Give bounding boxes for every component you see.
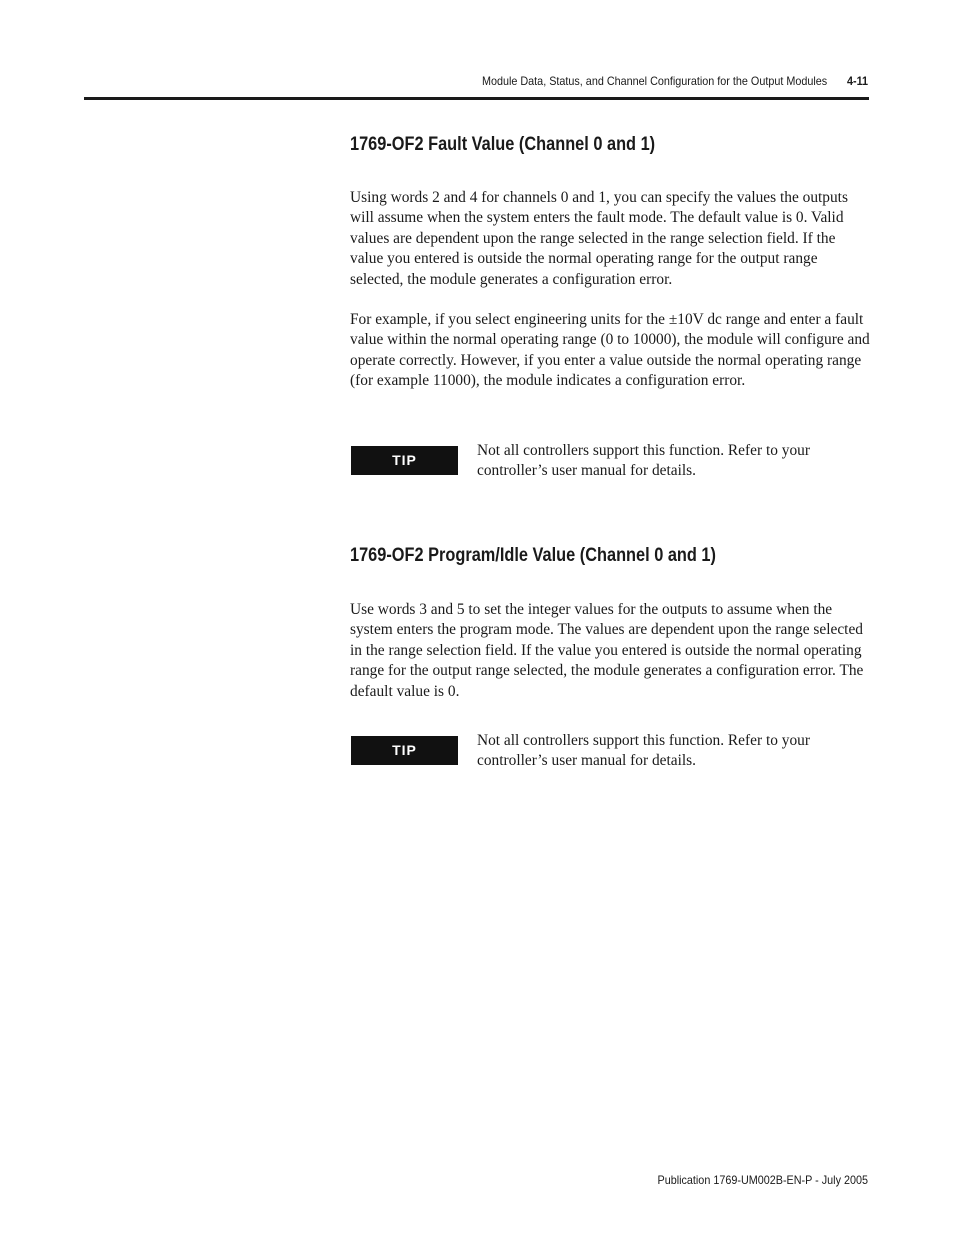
section-heading-fault-value: 1769-OF2 Fault Value (Channel 0 and 1)	[350, 134, 656, 155]
section-heading-program-idle-value: 1769-OF2 Program/Idle Value (Channel 0 and 1)	[350, 545, 716, 566]
tip-text: Not all controllers support this function. Refer to your controller’s user manual for details.	[477, 732, 810, 770]
tip-text: Not all controllers support this function. Refer to your controller’s user manual for details.	[477, 442, 810, 480]
header-rule	[84, 97, 869, 100]
page-number: 4-11	[846, 74, 868, 88]
running-header	[162, 74, 868, 92]
fault-value-paragraph-1: Using words 2 and 4 for channels 0 and 1, you can specify the values the outputs will assume when the system enters the fault mode. The default value is 0. Valid values are dependent upon the range selected in the range selection field. If the value you entered is outside the normal operating range for the output range selected, the module generates a configuration error.	[350, 189, 848, 288]
fault-value-paragraph-2: For example, if you select engineering units for the ±10V dc range and enter a fault value within the normal operating range (0 to 10000), the module will configure and operate correctly. However, if you enter a value outside the normal operating range (for example 11000), the module indicates a configuration error.	[350, 311, 870, 390]
tip-label: TIP	[351, 736, 458, 765]
program-idle-paragraph-1: Use words 3 and 5 to set the integer values for the outputs to assume when the system enters the program mode. The values are dependent upon the range selected in the range selection field. If the value you entered is outside the normal operating range for the output range selected, the module generates a configuration error. The default value is 0.	[350, 601, 864, 700]
tip-label: TIP	[351, 446, 458, 475]
header-title: Module Data, Status, and Channel Configuration for the Output Modules	[481, 74, 828, 88]
footer-publication: Publication 1769-UM002B-EN-P - July 2005	[657, 1173, 868, 1187]
